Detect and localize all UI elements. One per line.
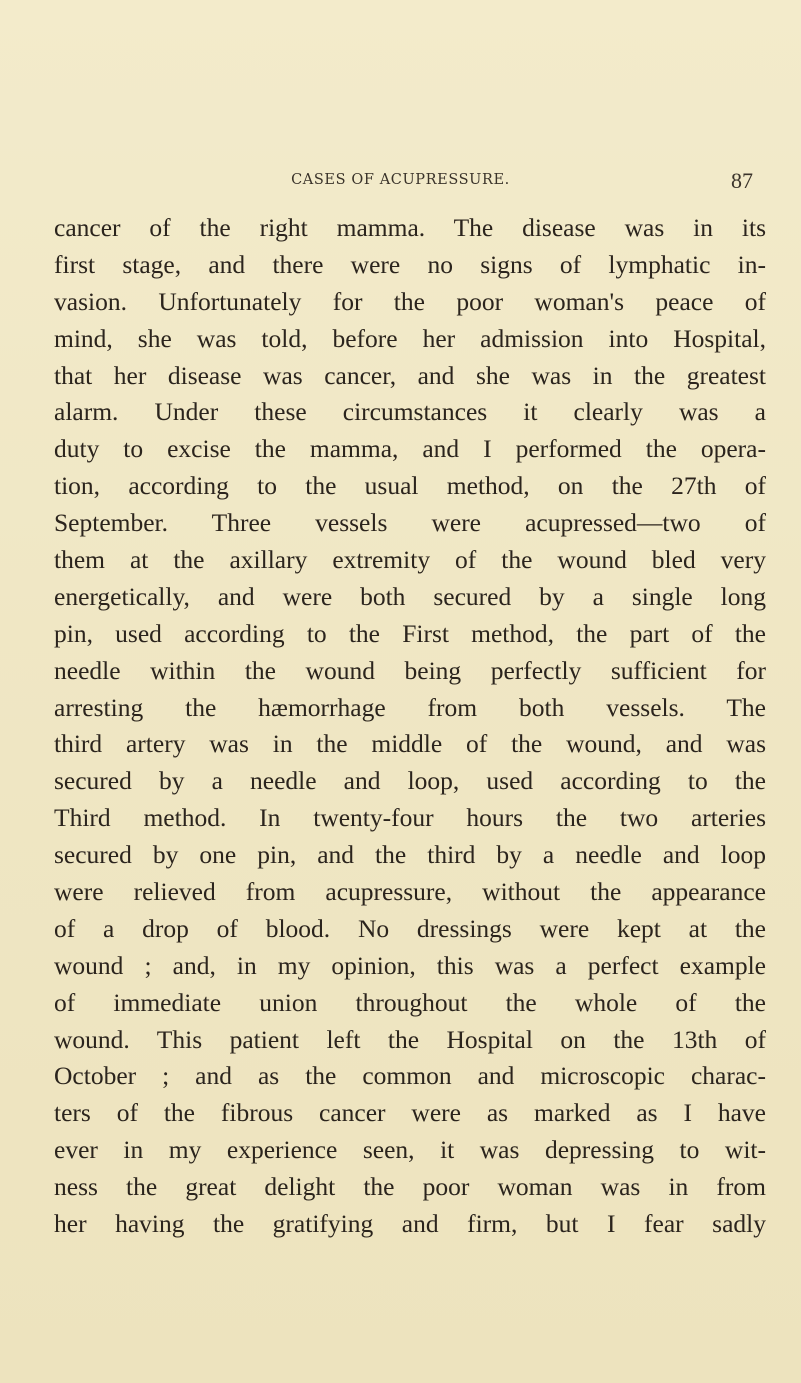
text-line: September. Three vessels were acupressed—two of xyxy=(54,508,766,538)
text-line: cancer of the right mamma. The disease was in its xyxy=(54,213,766,242)
text-line: ters of the fibrous cancer were as marked as I have xyxy=(54,1098,766,1128)
text-line: needle within the wound being perfectly sufficient for xyxy=(54,655,766,685)
text-line: of immediate union throughout the whole of the xyxy=(54,987,766,1017)
text-line: her having the gratifying and firm, but I fear sadly xyxy=(54,1209,766,1239)
text-line: first stage, and there were no signs of lymphatic in- xyxy=(54,249,766,279)
text-line: them at the axillary extremity of the wound bled very xyxy=(54,545,766,575)
text-line: that her disease was cancer, and she was in the greatest xyxy=(54,360,766,390)
text-line: wound ; and, in my opinion, this was a perfect example xyxy=(54,950,766,980)
text-line: secured by a needle and loop, used according to the xyxy=(54,766,766,796)
text-line: pin, used according to the First method, the part of the xyxy=(54,618,766,648)
text-line: arresting the hæmorrhage from both vessels. The xyxy=(54,692,766,722)
text-line: ness the great delight the poor woman was in from xyxy=(54,1172,766,1202)
page-header xyxy=(0,168,801,198)
text-line: energetically, and were both secured by a single long xyxy=(54,581,766,611)
text-line: ever in my experience seen, it was depressing to wit- xyxy=(54,1135,766,1165)
text-line: alarm. Under these circumstances it clearly was a xyxy=(54,397,766,427)
text-line: secured by one pin, and the third by a needle and loop xyxy=(54,840,766,870)
text-line: tion, according to the usual method, on the 27th of xyxy=(54,471,766,501)
text-line: third artery was in the middle of the wound, and was xyxy=(54,729,766,759)
body-text xyxy=(54,210,766,1243)
text-line: wound. This patient left the Hospital on the 13th of xyxy=(54,1024,766,1054)
page-number: 87 xyxy=(731,168,753,193)
text-line: Third method. In twenty-four hours the two arteries xyxy=(54,803,766,833)
text-line: mind, she was told, before her admission into Hospital, xyxy=(54,323,766,353)
running-head: CASES OF ACUPRESSURE. xyxy=(291,172,510,188)
text-line: October ; and as the common and microscopic charac- xyxy=(54,1061,766,1091)
text-line: were relieved from acupressure, without the appearance xyxy=(54,877,766,907)
text-line: vasion. Unfortunately for the poor woman's peace of xyxy=(54,286,766,316)
text-line: of a drop of blood. No dressings were kept at the xyxy=(54,913,766,943)
text-line: duty to excise the mamma, and I performed the opera- xyxy=(54,434,766,464)
